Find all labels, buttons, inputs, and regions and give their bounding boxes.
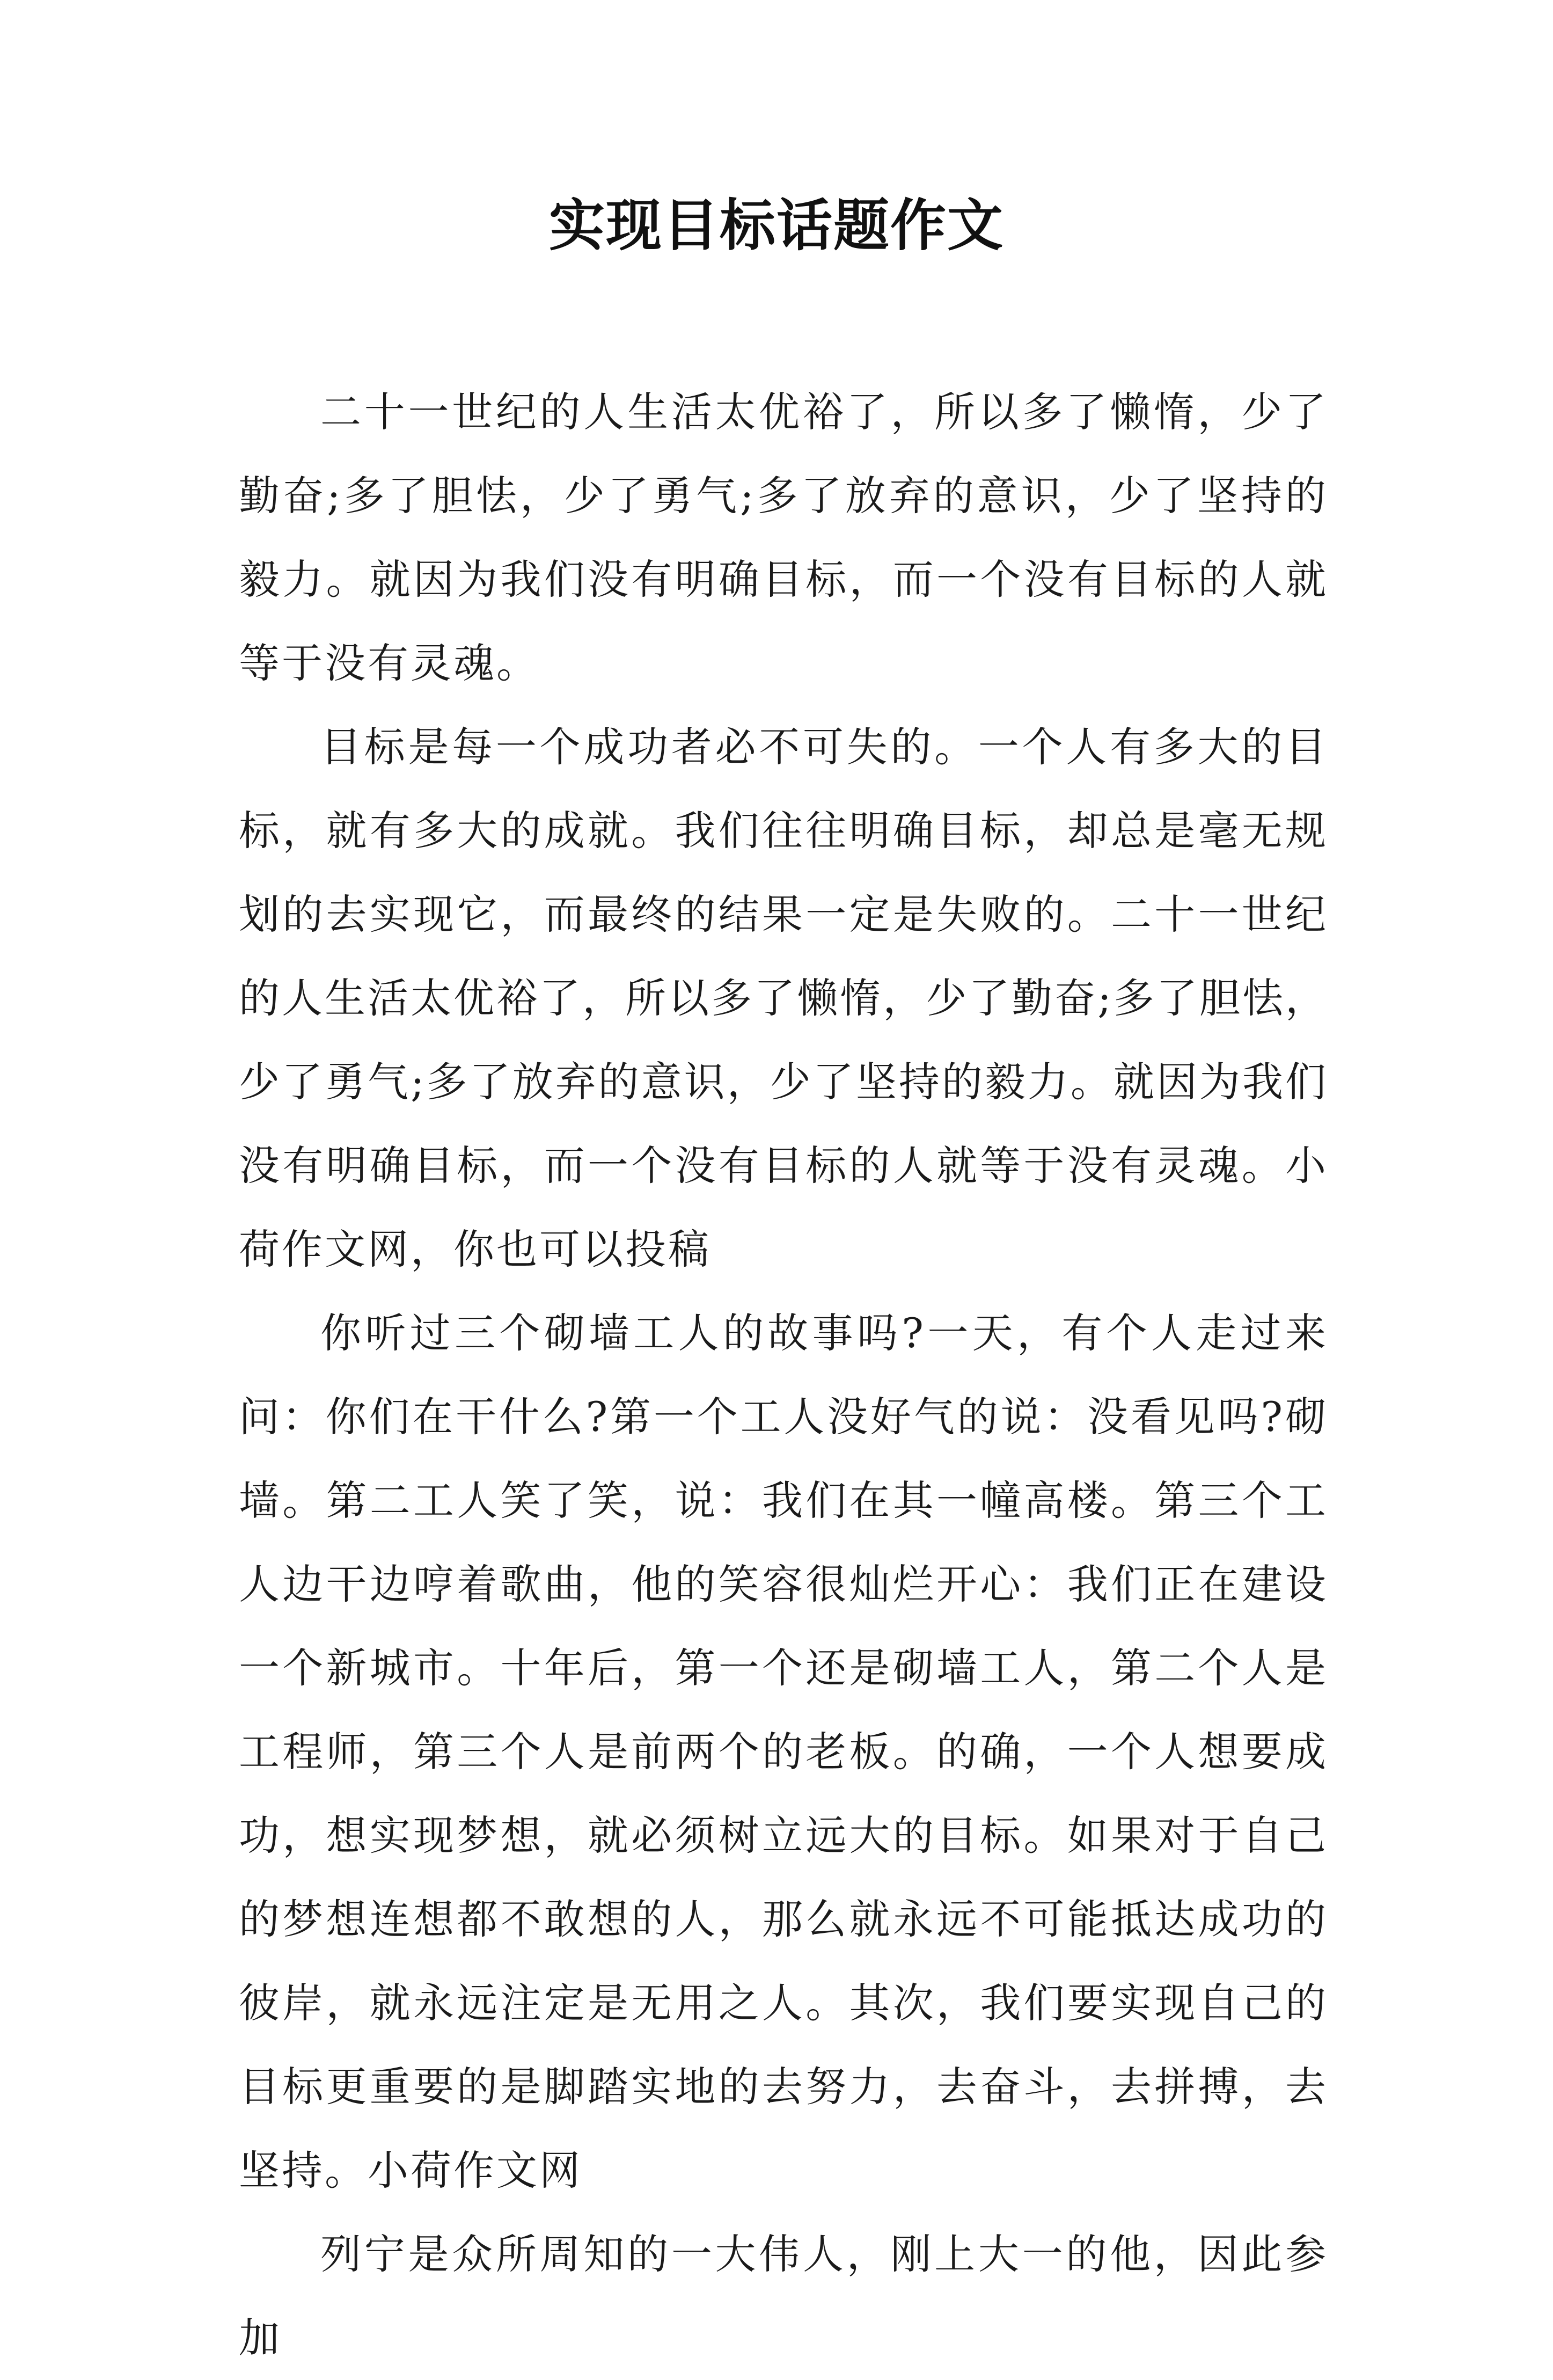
paragraph: 目标是每一个成功者必不可失的。一个人有多大的目标，就有多大的成就。我们往往明确目标，却总是毫无规划的去实现它，而最终的结果一定是失败的。二十一世纪的人生活太优裕了，所以多了懒惰，少了勤奋;多了胆怯，少了勇气;多了放弃的意识，少了坚持的毅力。就因为我们没有明确目标，而一个没有目标的人就等于没有灵魂。小荷作文网，你也可以投稿 (239, 723, 1328, 1273)
paragraph: 二十一世纪的人生活太优裕了，所以多了懒惰，少了勤奋;多了胆怯，少了勇气;多了放弃的意识，少了坚持的毅力。就因为我们没有明确目标，而一个没有目标的人就等于没有灵魂。 (239, 388, 1328, 687)
document-body (239, 370, 1328, 2380)
paragraph: 你听过三个砌墙工人的故事吗?一天，有个人走过来问：你们在干什么?第一个工人没好气的说：没看见吗?砌墙。第二工人笑了笑，说：我们在其一幢高楼。第三个工人边干边哼着歌曲，他的笑容很灿烂开心：我们正在建设一个新城市。十年后，第一个还是砌墙工人，第二个人是工程师，第三个人是前两个的老板。的确，一个人想要成功，想实现梦想，就必须树立远大的目标。如果对于自己的梦想连想都不敢想的人，那么就永远不可能抵达成功的彼岸，就永远注定是无用之人。其次，我们要实现自己的目标更重要的是脚踏实地的去努力，去奋斗，去拼搏，去坚持。小荷作文网 (239, 1309, 1328, 2194)
document-title: 实现目标话题作文 (548, 192, 1004, 258)
paragraph: 列宁是众所周知的一大伟人，刚上大一的他，因此参加 (239, 2230, 1328, 2362)
